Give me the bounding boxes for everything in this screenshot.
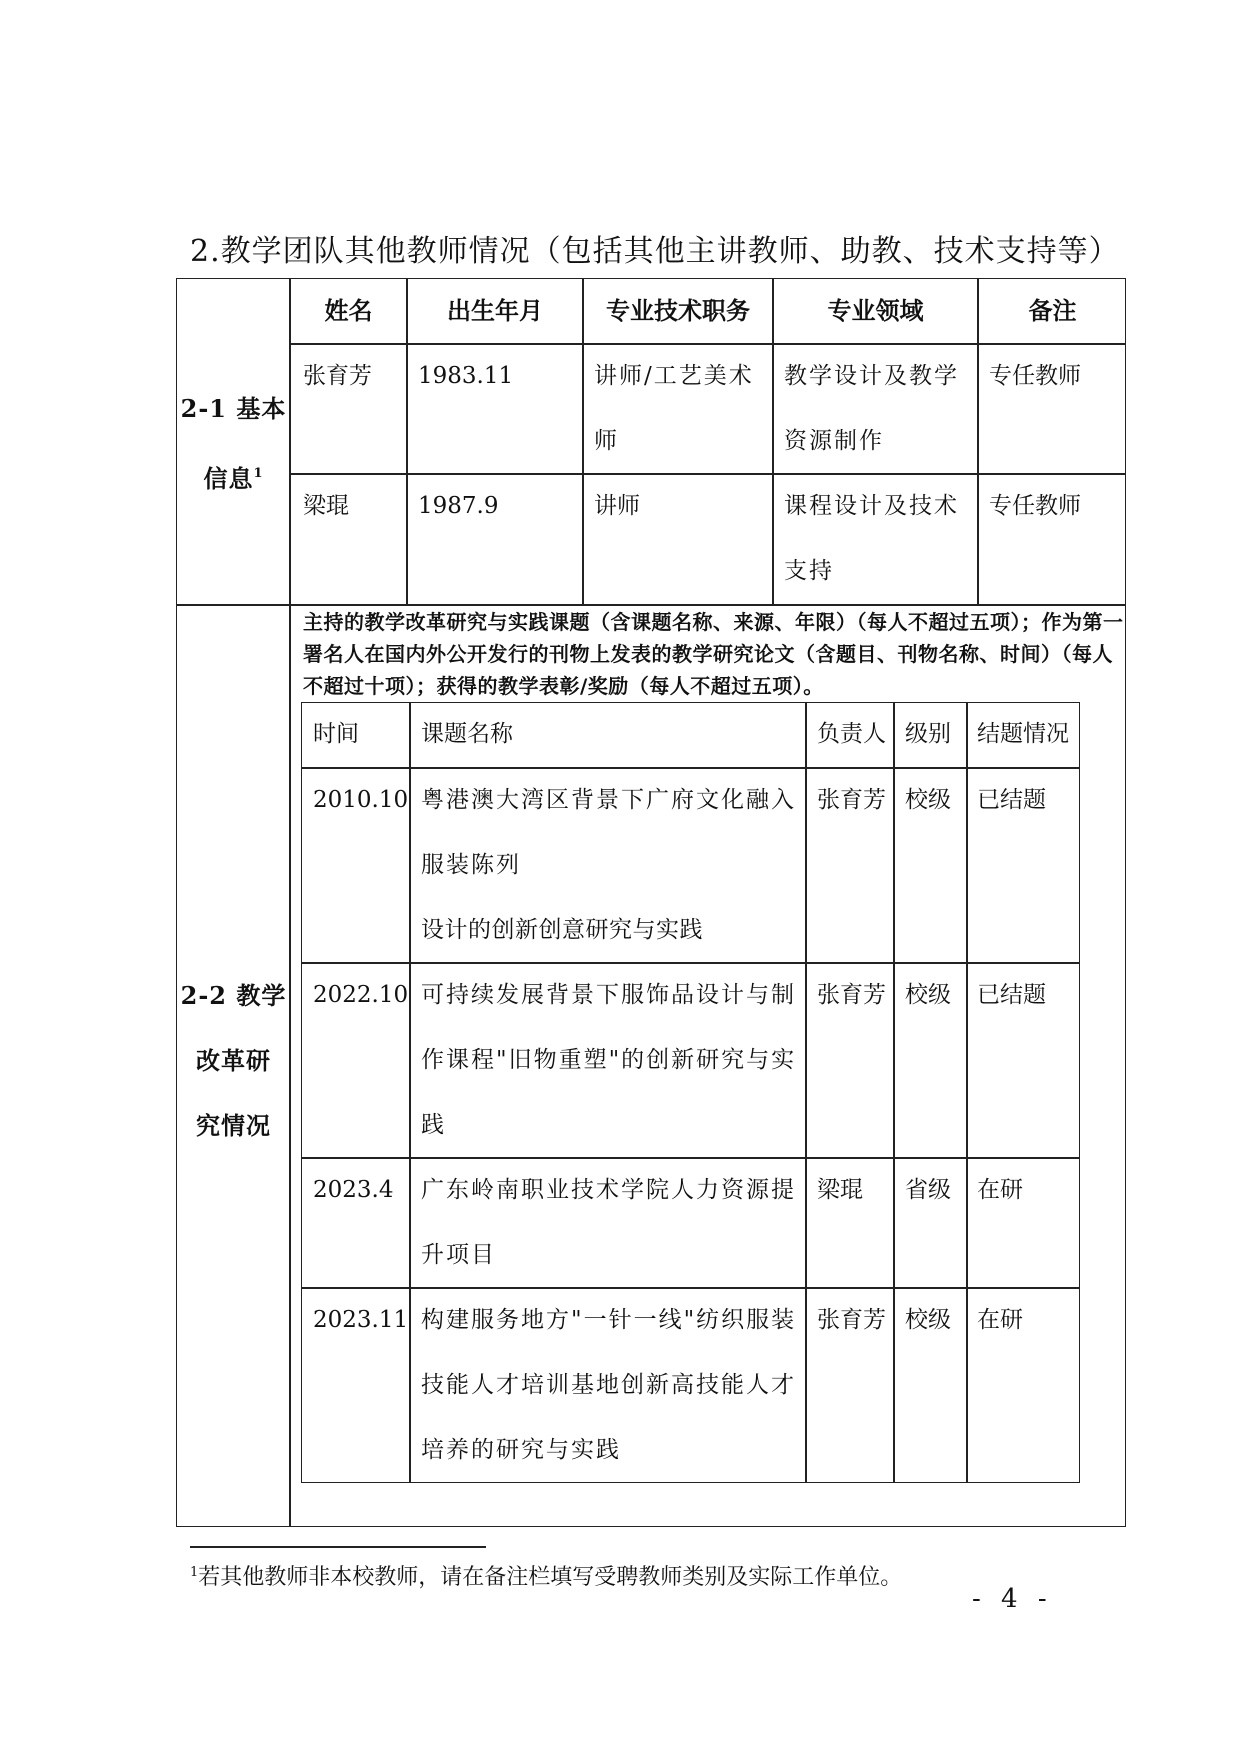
teacher-title: 讲师 [594,493,640,519]
teacher-birth: 1983.11 [418,363,514,389]
table-rule [409,702,411,1483]
research-time: 2022.10 [313,982,409,1008]
section-label-basic-info: 2-1 基本 信息$^1$ [180,394,287,493]
section-label-teaching-reform: 2-2 教学 改革研 究情况 [180,981,287,1140]
research-level: 省级 [905,1177,951,1203]
research-time: 2023.4 [313,1177,394,1203]
teacher-title: 讲师/工艺美术师 [594,363,754,454]
research-status: 已结题 [977,982,1046,1008]
header-note: 备注 [1028,296,1077,325]
research-owner: 张育芳 [817,982,886,1008]
research-level: 校级 [905,787,951,813]
section-instructions: 主持的教学改革研究与实践课题（含课题名称、来源、年限）（每人不超过五项）；作为第一署名人在国内外公开发行的刊物上发表的教学研究论文（含题目、刊物名称、时间）（每人不超过十项）；获得的教学表彰/奖励（每人不超过五项）。 [303,610,1124,698]
research-status: 在研 [977,1307,1023,1333]
research-level: 校级 [905,982,951,1008]
footnote: $^1$若其他教师非本校教师，请在备注栏填写受聘教师类别及实际工作单位。 [190,1565,903,1590]
teacher-birth: 1987.9 [418,493,499,519]
research-owner: 张育芳 [817,1307,886,1333]
header-field: 专业领域 [827,296,924,325]
footnote-rule [190,1546,486,1548]
research-time: 2023.11 [313,1307,409,1333]
table-rule [966,702,968,1483]
research-topic: 广东岭南职业技术学院人力资源提升项目 [421,1177,796,1268]
header-level: 级别 [905,721,951,747]
teacher-name: 张育芳 [303,363,372,389]
research-topic: 构建服务地方"一针一线"纺织服装技能人才培训基地创新高技能人才培养的研究与实践 [421,1307,797,1463]
header-title: 专业技术职务 [606,296,750,325]
research-level: 校级 [905,1307,951,1333]
research-status: 在研 [977,1177,1023,1203]
section-heading: 2.教学团队其他教师情况（包括其他主讲教师、助教、技术支持等） [190,234,1120,269]
header-name: 姓名 [324,296,373,325]
header-status: 结题情况 [977,721,1069,747]
page-number: - 4 - [972,1584,1053,1614]
research-time: 2010.10 [313,787,409,813]
table-rule [893,702,895,1483]
header-owner: 负责人 [817,721,886,747]
research-owner: 张育芳 [817,787,886,813]
teacher-note: 专任教师 [989,493,1081,519]
teacher-note: 专任教师 [989,363,1081,389]
teacher-field: 课程设计及技术支持 [784,493,959,584]
header-time: 时间 [313,721,359,747]
header-topic: 课题名称 [421,721,513,747]
header-birth: 出生年月 [447,296,543,325]
research-topic: 粤港澳大湾区背景下广府文化融入服装陈列 设计的创新创意研究与实践 [421,787,796,943]
teacher-name: 梁琨 [303,493,349,519]
research-owner: 梁琨 [817,1177,863,1203]
teacher-field: 教学设计及教学资源制作 [784,363,959,454]
table-rule [289,278,291,1527]
research-topic: 可持续发展背景下服饰品设计与制作课程"旧物重塑"的创新研究与实践 [421,982,797,1138]
research-status: 已结题 [977,787,1046,813]
